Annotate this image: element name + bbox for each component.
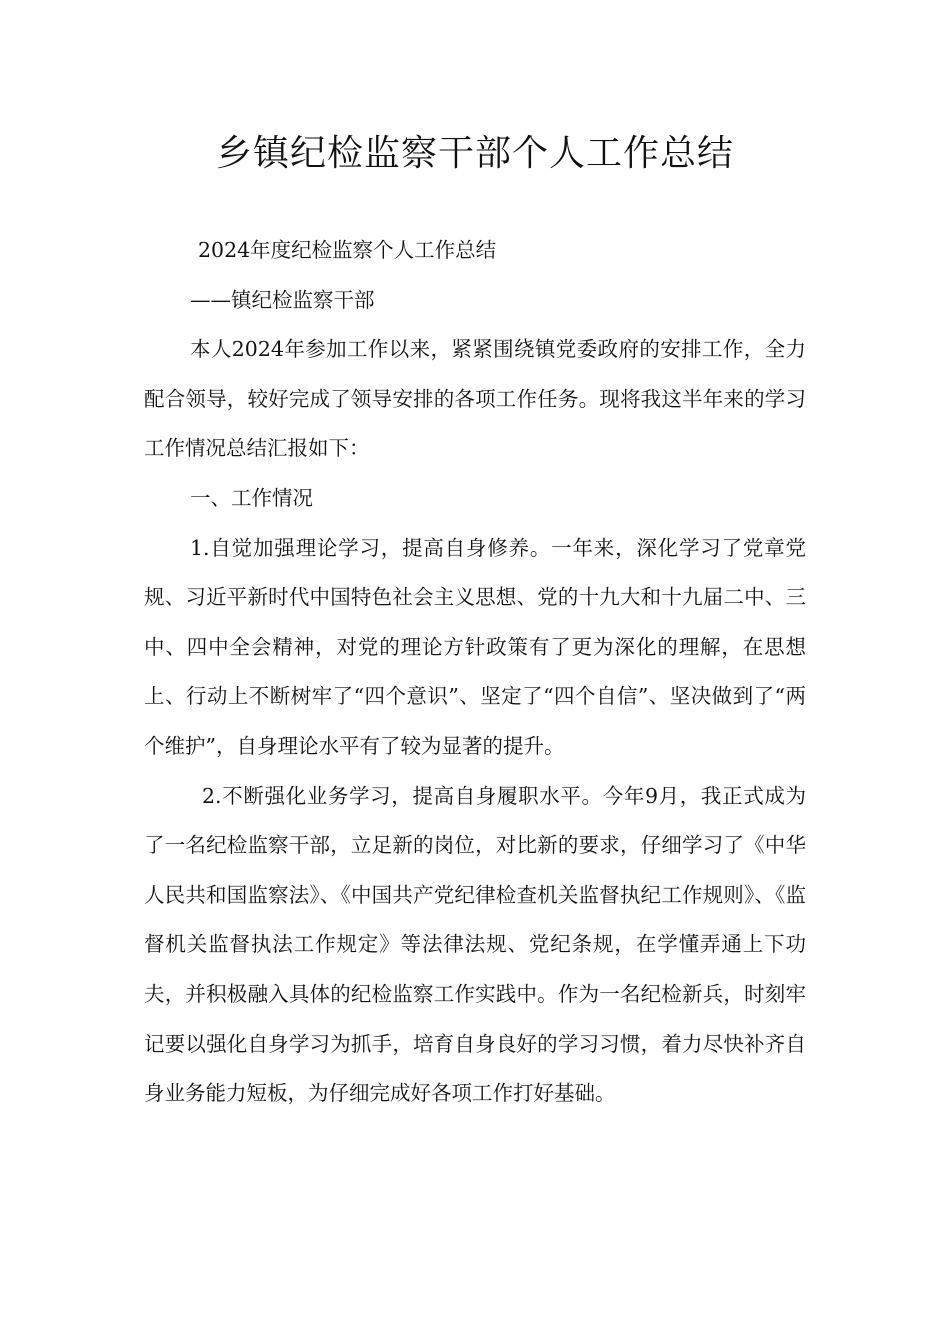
document-subtitle: 2024年度纪检监察个人工作总结: [198, 238, 497, 262]
document-title: 乡镇纪检监察干部个人工作总结: [215, 133, 734, 174]
intro-paragraph: 本人2024年参加工作以来，紧紧围绕镇党委政府的安排工作，全力配合领导，较好完成了领导安排的各项工作任务。现将我这半年来的学习工作情况总结汇报如下：: [144, 337, 806, 461]
paragraph-item-1: 1.自觉加强理论学习，提高自身修养。一年来，深化学习了党章党规、习近平新时代中国特色社会主义思想、党的十九大和十九届二中、三中、四中全会精神，对党的理论方针政策有了更为深化的理解，在思想上、行动上不断树牢了“四个意识”、坚定了“四个自信”、坚决做到了“两个维护”，自身理论水平有了较为显著的提升。: [144, 535, 806, 758]
document-byline: ——镇纪检监察干部: [190, 287, 375, 312]
document-body: [144, 226, 806, 1119]
paragraph-item-2: 2.不断强化业务学习，提高自身履职水平。今年9月，我正式成为了一名纪检监察干部，立足新的岗位，对比新的要求，仔细学习了《中华人民共和国监察法》、《中国共产党纪律检查机关监督执纪工作规则》、《监督机关监督执法工作规定》等法律法规、党纪条规，在学懂弄通上下功夫，并积极融入具体的纪检监察工作实践中。作为一名纪检新兵，时刻牢记要以强化自身学习为抓手，培育自身良好的学习习惯，着力尽快补齐自身业务能力短板，为仔细完成好各项工作打好基础。: [144, 783, 806, 1106]
section-heading-work: 一、工作情况: [190, 485, 313, 510]
